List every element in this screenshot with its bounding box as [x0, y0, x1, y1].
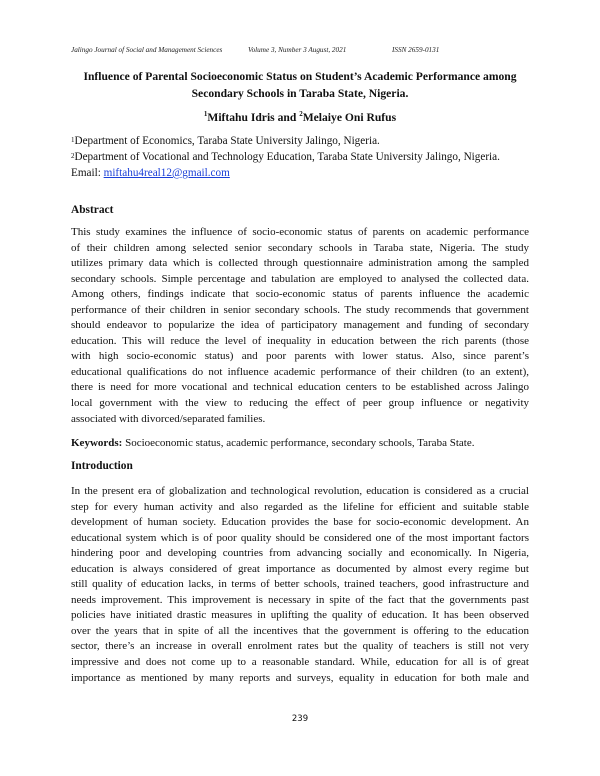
volume-info: Volume 3, Number 3 August, 2021 [248, 46, 347, 54]
email-line [71, 165, 541, 181]
text-line: educational qualifications do not influence academic performance of their children (to an extent), [71, 365, 529, 378]
author-conjunction: and [274, 111, 300, 124]
text-line: local government with the view to reducing the effect of peer group influence or negativity [71, 397, 529, 410]
abstract-heading: Abstract [71, 204, 114, 216]
issn: ISSN 2659-0131 [392, 46, 440, 54]
text-line: policies have initiated drastic measures in uplifting the quality of education. It has been observed [71, 609, 529, 622]
text-line: impressive and does not come up to a reasonable standard. While, education for all is of great [71, 656, 529, 669]
affiliation [71, 133, 541, 149]
keywords-label: Keywords: [71, 437, 123, 449]
text-line: sector, there’s an increase in overall enrolment rates but the quality of teachers is still not very [71, 640, 529, 653]
introduction-body [71, 484, 529, 686]
text-line: hindering poor and developing countries from advancing socially and economically. In Nigeria, [71, 547, 529, 560]
introduction-heading: Introduction [71, 460, 133, 472]
author-name: Melaiye Oni Rufus [302, 111, 397, 124]
authors [60, 111, 540, 124]
author-name: Miftahu Idris [207, 111, 275, 124]
text-line: performance of their children in senior secondary schools. The study recommends that government [71, 303, 529, 316]
affiliations [71, 133, 541, 181]
keywords [71, 437, 474, 449]
text-line: Among others, findings indicate that socio-economic status of parents influence the academic [71, 288, 529, 301]
author-sup: 1 [203, 110, 208, 118]
author-sup: 2 [299, 110, 303, 118]
text-line: of their children among selected senior secondary schools in Taraba state, Nigeria. The study [71, 241, 529, 254]
abstract-body [71, 225, 529, 427]
text-line: development of human society. Education provides the base for socio-economic development. An [71, 516, 529, 529]
email-label: Email: [71, 167, 104, 179]
text-line: educational system which is of poor quality should be considered one of the most important factors [71, 531, 529, 544]
affiliation [71, 149, 541, 165]
affiliation-text: Department of Economics, Taraba State University Jalingo, Nigeria. [74, 135, 380, 147]
text-line: This study examines the influence of socio-economic status of parents on academic performance [71, 226, 529, 238]
text-line: associated with divorced/separated families. [71, 412, 266, 425]
text-line: utilizes primary data which is collected through questionnaire administration among the sampled [71, 257, 529, 270]
text-line: In the present era of globalization and technological revolution, education is considered as a crucial [71, 485, 529, 497]
text-line: importance as mentioned by many reports and surveys, equality in education for both male and [71, 671, 529, 684]
text-line: education. This will reduce the level of inequality in education between the rich parents (those [71, 334, 529, 347]
keywords-text: Socioeconomic status, academic performance, secondary schools, Taraba State. [122, 437, 475, 449]
title-line: Influence of Parental Socioeconomic Status on Student’s Academic Performance among [83, 70, 517, 83]
affiliation-sup: 2 [71, 152, 75, 160]
journal-name: Jalingo Journal of Social and Management Sciences [71, 46, 223, 54]
text-line: secondary schools. Simple percentage and tabulation are employed to analysed the collected data. [71, 272, 529, 285]
paper-title [60, 68, 540, 102]
title-line: Secondary Schools in Taraba State, Nigeria. [191, 87, 409, 100]
text-line: step for every human activity and also regarded as the lifeline for efficient and suitable stable [71, 500, 529, 513]
text-line: still quality of education lacks, in terms of better schools, trained teachers, good infrastructure and [71, 578, 529, 591]
text-line: there is need for more vocational and technical education centers to be established across Jalingo [71, 381, 529, 394]
text-line: over the years that in spite of all the incentives that the government is offering to the education [71, 624, 529, 637]
page-number: 239 [291, 714, 309, 724]
text-line: should endeavor to popularize the idea of participatory management and funding of secondary [71, 319, 529, 332]
affiliation-text: Department of Vocational and Technology Education, Taraba State University Jalingo, Nigeria. [74, 151, 500, 163]
text-line: education is always considered of great importance as documented by almost every regime but [71, 562, 529, 575]
text-line: with high socio-economic status) and poor parents with lower status. Also, since parent’s [71, 350, 529, 363]
affiliation-sup: 1 [71, 136, 75, 144]
text-line: needs improvement. This improvement is necessary in spite of the fact that the governments past [71, 593, 529, 606]
email-link[interactable]: miftahu4real12@gmail.com [103, 167, 230, 179]
